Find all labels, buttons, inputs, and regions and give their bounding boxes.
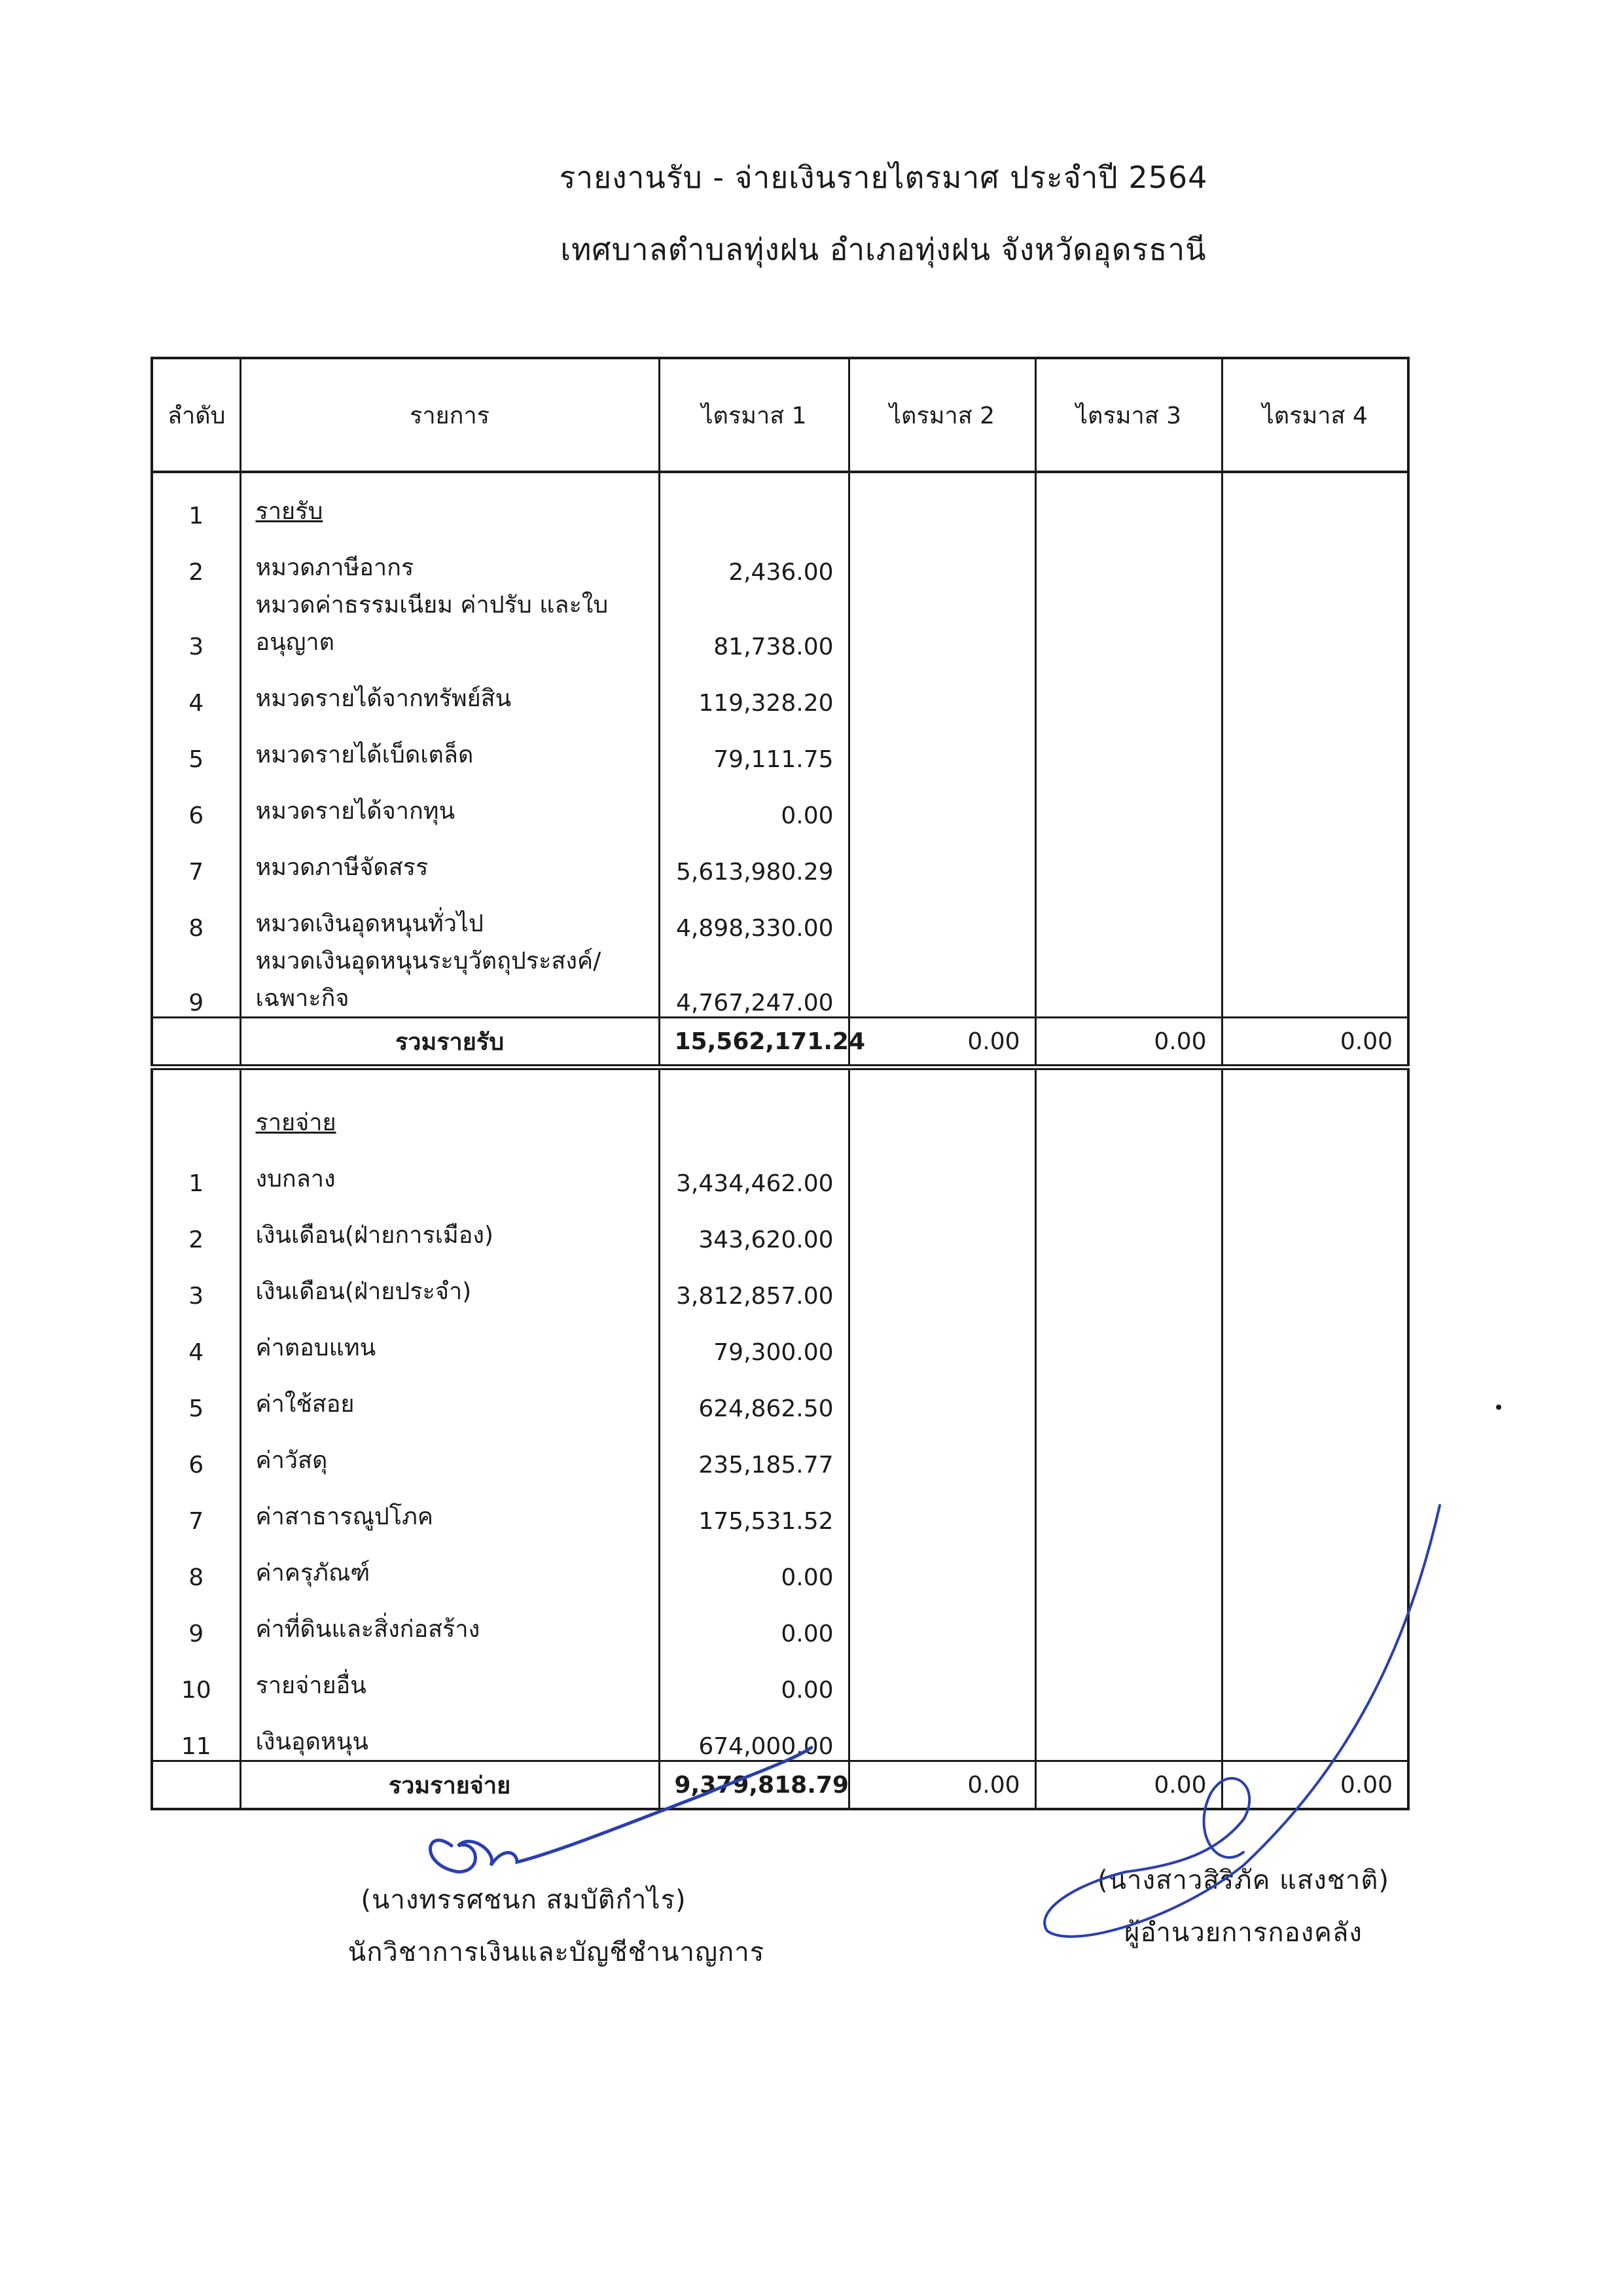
total-q1: 15,562,171.24 <box>659 1018 849 1067</box>
total-q2: 0.00 <box>849 1761 1035 1810</box>
row-item: เงินเดือน(ฝ่ายประจำ) <box>240 1253 659 1310</box>
row-no: 11 <box>152 1704 240 1761</box>
row-item: หมวดเงินอุดหนุนทั่วไป <box>240 886 659 942</box>
row-no: 5 <box>152 1366 240 1422</box>
section-heading-expense: รายจ่าย <box>240 1085 659 1141</box>
row-no: 8 <box>152 886 240 942</box>
col-header-no: ลำดับ <box>152 358 240 472</box>
total-q2: 0.00 <box>849 1018 1035 1067</box>
row-item: ค่าครุภัณฑ์ <box>240 1535 659 1591</box>
row-q1: 235,185.77 <box>659 1422 849 1479</box>
row-no: 6 <box>152 773 240 829</box>
row-item: ค่าตอบแทน <box>240 1310 659 1366</box>
ink-dot <box>1496 1405 1501 1410</box>
row-q1: 79,111.75 <box>659 717 849 773</box>
row-q1: 81,738.00 <box>659 586 849 660</box>
report-title: รายงานรับ - จ่ายเงินรายไตรมาศ ประจำปี 2564 <box>559 160 1208 195</box>
row-item: ค่าวัสดุ <box>240 1422 659 1479</box>
row-item: เงินเดือน(ฝ่ายการเมือง) <box>240 1197 659 1253</box>
row-no: 2 <box>152 1197 240 1253</box>
row-item: หมวดรายได้เบ็ดเตล็ด <box>240 717 659 773</box>
row-no: 8 <box>152 1535 240 1591</box>
row-item: หมวดรายได้จากทุน <box>240 773 659 829</box>
col-header-q3: ไตรมาส 3 <box>1035 358 1222 472</box>
signer-left-name: (นางทรรศชนก สมบัติกำไร) <box>361 1885 687 1915</box>
section-heading-income: รายรับ <box>240 472 659 529</box>
row-item: หมวดค่าธรรมเนียม ค่าปรับ และใบอนุญาต <box>240 586 659 660</box>
total-label: รวมรายจ่าย <box>240 1761 659 1810</box>
row-no: 6 <box>152 1422 240 1479</box>
row-q1: 3,812,857.00 <box>659 1253 849 1310</box>
total-q3: 0.00 <box>1035 1018 1222 1067</box>
row-item: หมวดรายได้จากทรัพย์สิน <box>240 660 659 717</box>
row-q1: 0.00 <box>659 1591 849 1647</box>
row-item: รายจ่ายอื่น <box>240 1647 659 1704</box>
row-q1: 4,898,330.00 <box>659 886 849 942</box>
row-q1: 624,862.50 <box>659 1366 849 1422</box>
row-no: 5 <box>152 717 240 773</box>
signer-left-title: นักวิชาการเงินและบัญชีชำนาญการ <box>348 1937 765 1967</box>
row-q1: 0.00 <box>659 773 849 829</box>
row-item: ค่าที่ดินและสิ่งก่อสร้าง <box>240 1591 659 1647</box>
total-label: รวมรายรับ <box>240 1018 659 1067</box>
row-no: 10 <box>152 1647 240 1704</box>
row-item: งบกลาง <box>240 1141 659 1197</box>
row-no: 2 <box>152 529 240 586</box>
row-item: หมวดเงินอุดหนุนระบุวัตถุประสงค์/เฉพาะกิจ <box>240 942 659 1018</box>
row-no: 3 <box>152 1253 240 1310</box>
row-item: หมวดภาษีจัดสรร <box>240 829 659 886</box>
row-q1: 0.00 <box>659 1535 849 1591</box>
row-no: 9 <box>152 1591 240 1647</box>
row-item: ค่าสาธารณูปโภค <box>240 1479 659 1535</box>
row-q1: 343,620.00 <box>659 1197 849 1253</box>
row-q1: 79,300.00 <box>659 1310 849 1366</box>
row-q1: 119,328.20 <box>659 660 849 717</box>
row-q1: 0.00 <box>659 1647 849 1704</box>
row-no: 7 <box>152 1479 240 1535</box>
row-item: ค่าใช้สอย <box>240 1366 659 1422</box>
row-no: 1 <box>152 472 240 529</box>
total-q1: 9,379,818.79 <box>659 1761 849 1810</box>
row-q1: 4,767,247.00 <box>659 942 849 1018</box>
col-header-q1: ไตรมาส 1 <box>659 358 849 472</box>
row-no: 3 <box>152 586 240 660</box>
total-q4: 0.00 <box>1222 1018 1408 1067</box>
col-header-q2: ไตรมาส 2 <box>849 358 1035 472</box>
row-q1: 175,531.52 <box>659 1479 849 1535</box>
signature-right-scribble <box>1044 1505 1440 1937</box>
col-header-q4: ไตรมาส 4 <box>1222 358 1408 472</box>
row-q1: 5,613,980.29 <box>659 829 849 886</box>
row-q1: 674,000.00 <box>659 1704 849 1761</box>
row-no: 4 <box>152 660 240 717</box>
signer-right-name: (นางสาวสิริภัค แสงชาติ) <box>1097 1865 1389 1895</box>
total-q3: 0.00 <box>1035 1761 1222 1810</box>
row-no: 7 <box>152 829 240 886</box>
row-no: 4 <box>152 1310 240 1366</box>
row-item: เงินอุดหนุน <box>240 1704 659 1761</box>
row-no: 9 <box>152 942 240 1018</box>
col-header-item: รายการ <box>240 358 659 472</box>
organization-title: เทศบาลตำบลทุ่งฝน อำเภอทุ่งฝน จังหวัดอุดรธานี <box>560 232 1207 267</box>
signature-left-scribble <box>431 1748 812 1872</box>
row-q1: 3,434,462.00 <box>659 1141 849 1197</box>
row-no: 1 <box>152 1141 240 1197</box>
signer-right-title: ผู้อำนวยการกองคลัง <box>1124 1918 1363 1948</box>
row-q1: 2,436.00 <box>659 529 849 586</box>
total-q4: 0.00 <box>1222 1761 1408 1810</box>
row-item: หมวดภาษีอากร <box>240 529 659 586</box>
